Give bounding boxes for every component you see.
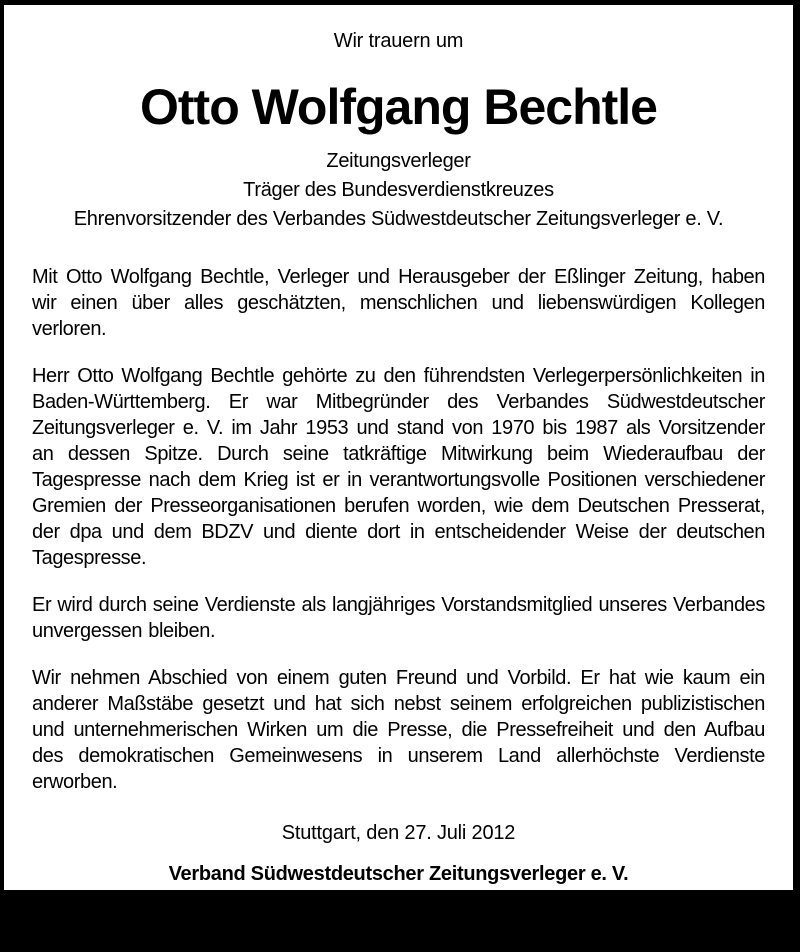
paragraph-farewell: Wir nehmen Abschied von einem guten Freund und Vorbild. Er hat wie kaum ein anderer Maßstäbe gesetzt und hat sich nebst seinem erfolgreichen publizistischen und unternehmerischen Wirken um die Presse, die Pressefreiheit und den Aufbau des demokratischen Gemeinwesens in unserem Land allerhöchste Verdienste erworben. <box>32 667 765 793</box>
signatory-right <box>435 902 728 952</box>
signatory-name: Stephan Bourauel <box>504 903 660 925</box>
subtitle-honorary-role: Ehrenvorsitzender des Verbandes Südwestdeutscher Zeitungsverleger e. V. <box>73 208 724 230</box>
subtitle-honor: Träger des Bundesverdienstkreuzes <box>243 179 554 201</box>
signatory-role: Vorsitzender <box>161 928 270 950</box>
organization-name: Verband Südwestdeutscher Zeitungsverleger e. V. <box>168 863 629 885</box>
deceased-name: Otto Wolfgang Bechtle <box>140 79 657 135</box>
intro-line: Wir trauern um <box>333 30 464 52</box>
signatory-name: Valdo Lehari jun. <box>143 903 288 925</box>
paragraph-biography: Herr Otto Wolfgang Bechtle gehörte zu den führendsten Verlegerpersönlichkeiten in Baden-Württemberg. Er war Mitbegründer des Verbandes Südwestdeutscher Zeitungsverleger e. V. im Jahr 1953 und stand von 1970 bis 1987 als Vorsitzender an dessen Spitze. Durch seine tatkräftige Mitwirkung beim Wiederaufbau der Tagespresse nach dem Krieg ist er in verantwortungsvolle Positionen verschiedener Gremien der Presseorganisationen berufen worden, wie dem Deutschen Presserat, der dpa und dem BDZV und diente dort in entscheidender Weise der deutschen Tagespresse. <box>32 365 765 569</box>
signatory-role: Geschäftsführer <box>512 928 651 950</box>
paragraph-loss: Mit Otto Wolfgang Bechtle, Verleger und Herausgeber der Eßlinger Zeitung, haben wir einen über alles geschätzten, menschlichen und liebenswürdigen Kollegen verloren. <box>32 266 765 340</box>
signature-block <box>32 902 765 952</box>
subtitle-profession: Zeitungsverleger <box>326 150 471 172</box>
dateline: Stuttgart, den 27. Juli 2012 <box>281 822 516 844</box>
signatory-left <box>69 902 362 952</box>
paragraph-remembrance: Er wird durch seine Verdienste als langjähriges Vorstandsmitglied unseres Verbandes unvergessen bleiben. <box>32 594 765 642</box>
